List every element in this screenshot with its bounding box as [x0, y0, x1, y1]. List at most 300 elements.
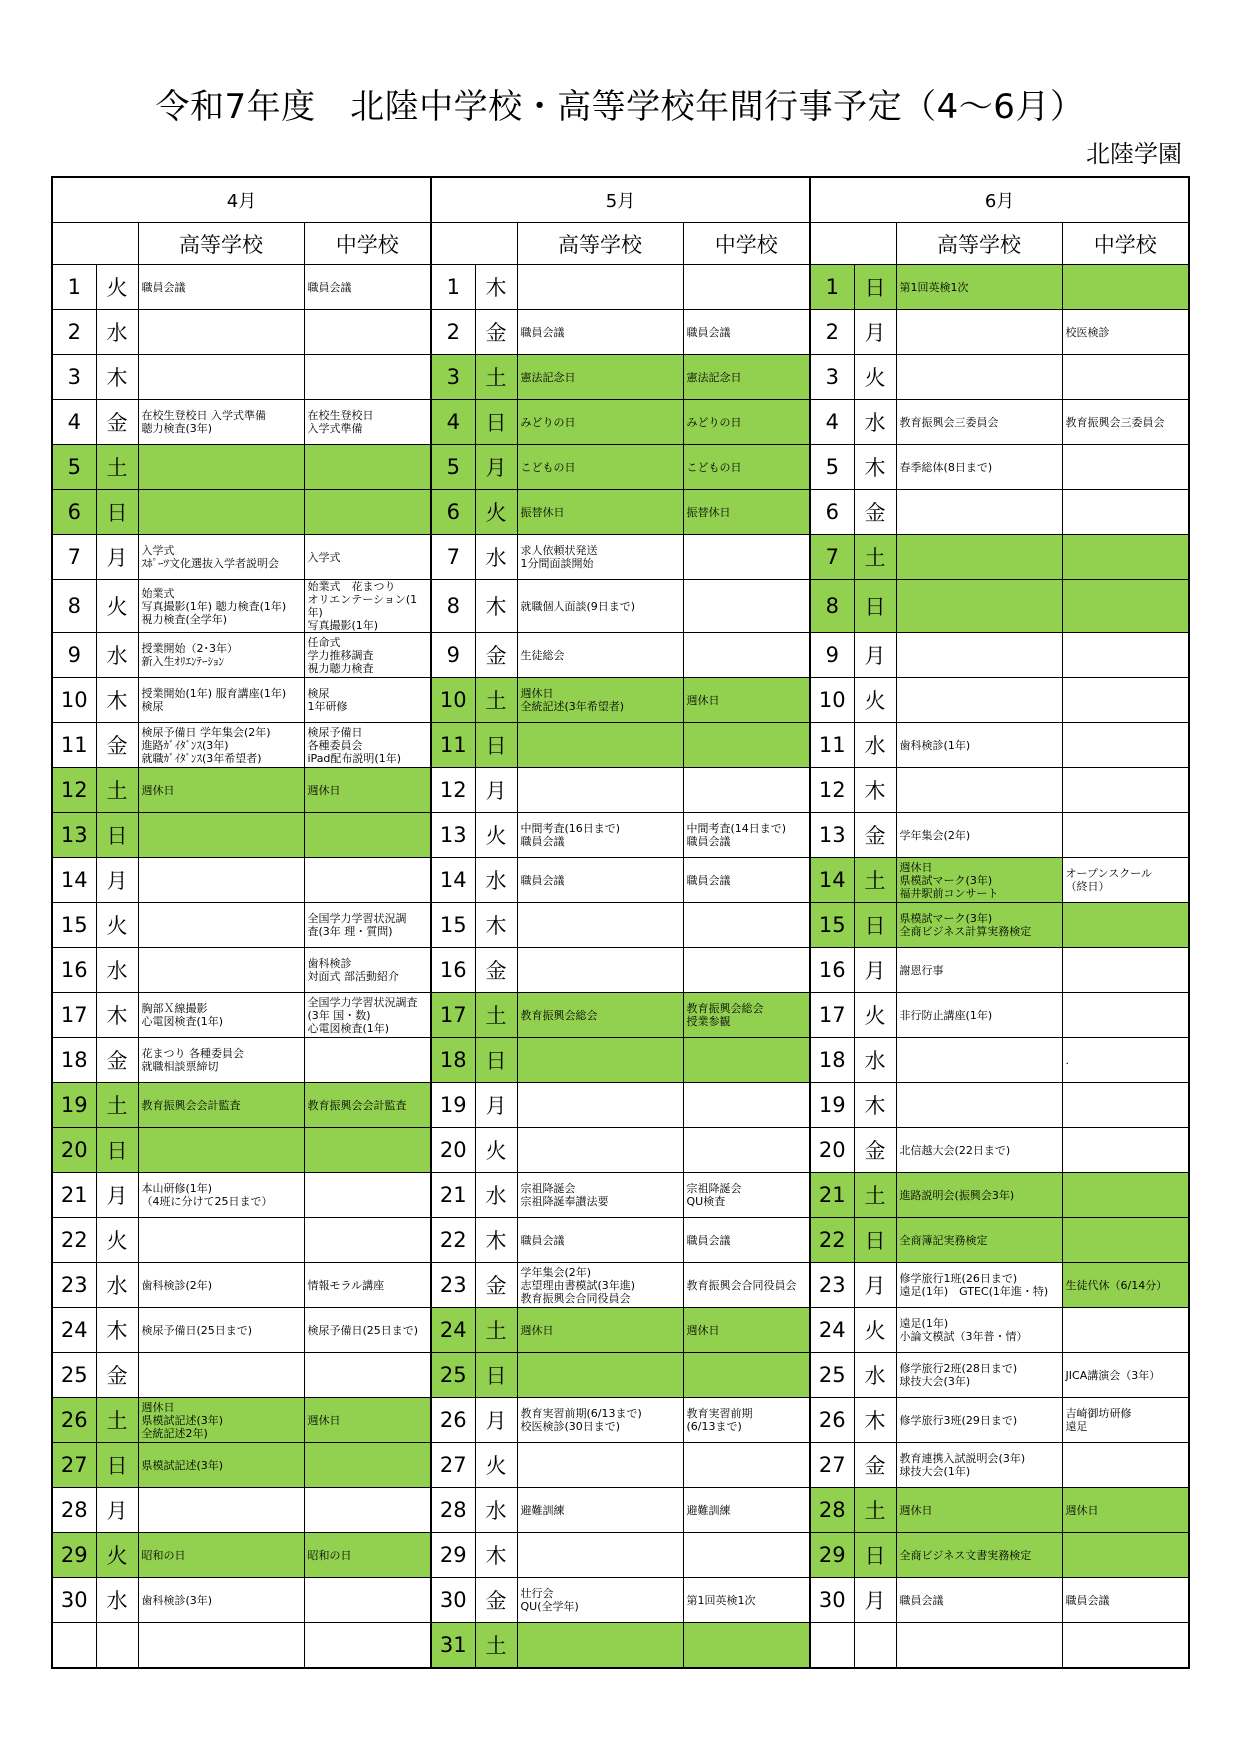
- day-number: 23: [52, 1263, 96, 1308]
- weekday: 木: [96, 1308, 138, 1353]
- junior-high-event: .: [1062, 1038, 1189, 1083]
- day-number: 25: [52, 1353, 96, 1398]
- day-number: 6: [431, 490, 475, 535]
- month-header-april: 4月: [52, 177, 431, 223]
- high-school-event: [138, 355, 304, 400]
- junior-high-event: [1062, 1218, 1189, 1263]
- day-number: 9: [431, 633, 475, 678]
- high-school-event: 中間考査(16日まで) 職員会議: [517, 813, 683, 858]
- high-school-event: [138, 1488, 304, 1533]
- calendar-row: [52, 1533, 1189, 1578]
- weekday: 水: [854, 723, 896, 768]
- empty-cell: [1062, 1623, 1189, 1669]
- high-school-event: [896, 310, 1062, 355]
- high-school-event: 週休日 県模試記述(3年) 全統記述2年): [138, 1398, 304, 1443]
- day-number: 1: [810, 265, 854, 310]
- junior-high-event: 検尿予備日(25日まで): [304, 1308, 431, 1353]
- high-school-event: [517, 1038, 683, 1083]
- high-school-event: 歯科検診(3年): [138, 1578, 304, 1623]
- high-school-event: 歯科検診(2年): [138, 1263, 304, 1308]
- day-number: 4: [810, 400, 854, 445]
- empty-cell: [810, 1623, 854, 1669]
- day-number: 25: [810, 1353, 854, 1398]
- high-school-event: 学年集会(2年) 志望理由書模試(3年進) 教育振興会合同役員会: [517, 1263, 683, 1308]
- calendar-row: [52, 1353, 1189, 1398]
- day-number: 25: [431, 1353, 475, 1398]
- weekday: 火: [475, 813, 517, 858]
- day-number: 27: [810, 1443, 854, 1488]
- weekday: 火: [96, 1218, 138, 1263]
- weekday: 金: [854, 490, 896, 535]
- high-school-event: [517, 1533, 683, 1578]
- high-school-event: 胸部Ｘ線撮影 心電図検査(1年): [138, 993, 304, 1038]
- weekday: 木: [854, 768, 896, 813]
- junior-high-event: [304, 813, 431, 858]
- high-school-event: 県模試マーク(3年) 全商ビジネス計算実務検定: [896, 903, 1062, 948]
- junior-high-event: [1062, 633, 1189, 678]
- weekday: 日: [475, 723, 517, 768]
- junior-high-event: 任命式 学力推移調査 視力聴力検査: [304, 633, 431, 678]
- junior-high-event: こどもの日: [683, 445, 810, 490]
- calendar-row: [52, 1398, 1189, 1443]
- calendar-row: [52, 1488, 1189, 1533]
- high-school-event: 生徒総会: [517, 633, 683, 678]
- junior-high-event: [1062, 490, 1189, 535]
- day-number: 21: [431, 1173, 475, 1218]
- calendar-row: [52, 1578, 1189, 1623]
- high-school-event: [138, 490, 304, 535]
- event-calendar-table: [51, 176, 1190, 1669]
- weekday: 日: [96, 490, 138, 535]
- day-number: 6: [52, 490, 96, 535]
- weekday: 日: [475, 1353, 517, 1398]
- day-number: 16: [52, 948, 96, 993]
- empty-cell: [138, 1623, 304, 1669]
- high-school-header: 高等学校: [138, 223, 304, 265]
- calendar-row: [52, 1173, 1189, 1218]
- junior-high-event: 入学式: [304, 535, 431, 580]
- calendar-row: [52, 1128, 1189, 1173]
- junior-high-event: 校医検診: [1062, 310, 1189, 355]
- weekday: 月: [96, 1488, 138, 1533]
- day-number: 16: [431, 948, 475, 993]
- weekday: 日: [854, 265, 896, 310]
- weekday: 土: [96, 768, 138, 813]
- month-header-row: [52, 177, 1189, 223]
- junior-high-event: 生徒代休（6/14分）: [1062, 1263, 1189, 1308]
- high-school-event: [517, 903, 683, 948]
- weekday: 火: [854, 1308, 896, 1353]
- junior-high-event: 週休日: [1062, 1488, 1189, 1533]
- high-school-event: [138, 858, 304, 903]
- weekday: 木: [854, 1083, 896, 1128]
- junior-high-event: [683, 633, 810, 678]
- junior-high-event: 職員会議: [304, 265, 431, 310]
- weekday: 火: [96, 580, 138, 633]
- high-school-event: 昭和の日: [138, 1533, 304, 1578]
- day-number: 24: [52, 1308, 96, 1353]
- day-number: 2: [52, 310, 96, 355]
- empty-cell: [896, 1623, 1062, 1669]
- weekday: 金: [475, 633, 517, 678]
- day-number: 15: [810, 903, 854, 948]
- high-school-event: [517, 1353, 683, 1398]
- high-school-event: 授業開始（2･3年） 新入生ｵﾘｴﾝﾃｰｼｮﾝ: [138, 633, 304, 678]
- calendar-row: [52, 1263, 1189, 1308]
- weekday: 金: [96, 723, 138, 768]
- calendar-row: [52, 1038, 1189, 1083]
- junior-high-event: [304, 1443, 431, 1488]
- day-number: 6: [810, 490, 854, 535]
- day-number: 31: [431, 1623, 475, 1669]
- junior-high-event: [304, 1173, 431, 1218]
- junior-high-event: [1062, 445, 1189, 490]
- high-school-event: [896, 355, 1062, 400]
- weekday: 金: [854, 813, 896, 858]
- junior-high-event: [1062, 535, 1189, 580]
- high-school-event: [138, 903, 304, 948]
- day-number: 26: [52, 1398, 96, 1443]
- high-school-event: [896, 768, 1062, 813]
- junior-high-event: [304, 858, 431, 903]
- day-number: 17: [431, 993, 475, 1038]
- high-school-event: 週休日: [138, 768, 304, 813]
- calendar-row: [52, 633, 1189, 678]
- weekday: 月: [475, 445, 517, 490]
- junior-high-event: [1062, 1443, 1189, 1488]
- weekday: 金: [475, 310, 517, 355]
- high-school-event: 職員会議: [517, 858, 683, 903]
- high-school-event: [896, 1083, 1062, 1128]
- weekday: 月: [854, 1263, 896, 1308]
- day-number: 1: [431, 265, 475, 310]
- high-school-event: [517, 1083, 683, 1128]
- calendar-row: [52, 400, 1189, 445]
- day-number: 5: [52, 445, 96, 490]
- weekday: 土: [475, 1308, 517, 1353]
- weekday: 水: [475, 1488, 517, 1533]
- day-number: 14: [52, 858, 96, 903]
- day-number: 20: [810, 1128, 854, 1173]
- day-number: 8: [810, 580, 854, 633]
- junior-high-event: 教育振興会合同役員会: [683, 1263, 810, 1308]
- weekday: 土: [854, 858, 896, 903]
- weekday: 金: [475, 948, 517, 993]
- weekday: 土: [475, 355, 517, 400]
- weekday: 金: [854, 1443, 896, 1488]
- high-school-event: 北信越大会(22日まで): [896, 1128, 1062, 1173]
- junior-high-event: [304, 1578, 431, 1623]
- weekday: 水: [475, 858, 517, 903]
- high-school-event: 週休日: [896, 1488, 1062, 1533]
- junior-high-event: [683, 535, 810, 580]
- high-school-event: 本山研修(1年) （4班に分けて25日まで）: [138, 1173, 304, 1218]
- day-number: 3: [52, 355, 96, 400]
- calendar-row: [52, 265, 1189, 310]
- weekday: 土: [475, 993, 517, 1038]
- high-school-event: 憲法記念日: [517, 355, 683, 400]
- day-number: 15: [52, 903, 96, 948]
- day-number: 29: [810, 1533, 854, 1578]
- empty-cell: [304, 1623, 431, 1669]
- weekday: 月: [854, 310, 896, 355]
- day-number: 23: [810, 1263, 854, 1308]
- junior-high-event: [683, 1083, 810, 1128]
- junior-high-event: [1062, 678, 1189, 723]
- high-school-header: 高等学校: [896, 223, 1062, 265]
- junior-high-event: [304, 1353, 431, 1398]
- junior-high-event: 避難訓練: [683, 1488, 810, 1533]
- junior-high-event: [683, 768, 810, 813]
- calendar-row: [52, 768, 1189, 813]
- high-school-event: 検尿予備日(25日まで): [138, 1308, 304, 1353]
- date-header-blank: [431, 223, 517, 265]
- junior-high-event: オープンスクール （終日）: [1062, 858, 1189, 903]
- date-header-blank: [810, 223, 896, 265]
- high-school-event: [138, 1353, 304, 1398]
- day-number: 15: [431, 903, 475, 948]
- day-number: 29: [52, 1533, 96, 1578]
- calendar-row: [52, 580, 1189, 633]
- day-number: 10: [52, 678, 96, 723]
- high-school-event: 県模試記述(3年): [138, 1443, 304, 1488]
- weekday: 月: [475, 768, 517, 813]
- day-number: 27: [431, 1443, 475, 1488]
- high-school-event: 職員会議: [517, 310, 683, 355]
- weekday: 木: [854, 445, 896, 490]
- high-school-event: 職員会議: [896, 1578, 1062, 1623]
- weekday: 月: [854, 1578, 896, 1623]
- calendar-row: [52, 1623, 1189, 1669]
- school-header-row: [52, 223, 1189, 265]
- high-school-event: 修学旅行1班(26日まで) 遠足(1年) GTEC(1年進・特): [896, 1263, 1062, 1308]
- calendar-row: [52, 535, 1189, 580]
- weekday: 日: [854, 903, 896, 948]
- weekday: 土: [475, 1623, 517, 1669]
- high-school-event: 教育連携入試説明会(3年) 球技大会(1年): [896, 1443, 1062, 1488]
- junior-high-event: [304, 490, 431, 535]
- weekday: 水: [96, 310, 138, 355]
- high-school-event: 遠足(1年) 小論文模試（3年普・情）: [896, 1308, 1062, 1353]
- junior-high-event: 全国学力学習状況調 査(3年 理・質問): [304, 903, 431, 948]
- high-school-event: [896, 535, 1062, 580]
- junior-high-event: 中間考査(14日まで) 職員会議: [683, 813, 810, 858]
- junior-high-event: [1062, 903, 1189, 948]
- calendar-row: [52, 1083, 1189, 1128]
- high-school-event: [138, 1218, 304, 1263]
- day-number: 14: [431, 858, 475, 903]
- junior-high-header: 中学校: [1062, 223, 1189, 265]
- weekday: 日: [854, 1218, 896, 1263]
- weekday: 金: [475, 1263, 517, 1308]
- empty-cell: [96, 1623, 138, 1669]
- day-number: 11: [52, 723, 96, 768]
- day-number: 18: [52, 1038, 96, 1083]
- junior-high-event: [1062, 948, 1189, 993]
- weekday: 木: [475, 1218, 517, 1263]
- day-number: 3: [431, 355, 475, 400]
- weekday: 月: [96, 1173, 138, 1218]
- month-header-may: 5月: [431, 177, 810, 223]
- high-school-event: [138, 948, 304, 993]
- junior-high-event: 職員会議: [683, 858, 810, 903]
- day-number: 26: [810, 1398, 854, 1443]
- day-number: 9: [810, 633, 854, 678]
- weekday: 月: [475, 1398, 517, 1443]
- weekday: 木: [96, 993, 138, 1038]
- junior-high-event: [1062, 1128, 1189, 1173]
- junior-high-event: 始業式 花まつり オリエンテーション(1年) 写真撮影(1年): [304, 580, 431, 633]
- weekday: 日: [854, 580, 896, 633]
- weekday: 木: [475, 580, 517, 633]
- junior-high-event: 宗祖降誕会 QU検査: [683, 1173, 810, 1218]
- day-number: 24: [431, 1308, 475, 1353]
- weekday: 金: [475, 1578, 517, 1623]
- high-school-event: 振替休日: [517, 490, 683, 535]
- high-school-event: 第1回英検1次: [896, 265, 1062, 310]
- day-number: 13: [52, 813, 96, 858]
- empty-cell: [854, 1623, 896, 1669]
- day-number: 17: [810, 993, 854, 1038]
- calendar-row: [52, 1443, 1189, 1488]
- day-number: 22: [810, 1218, 854, 1263]
- junior-high-event: [304, 445, 431, 490]
- day-number: 2: [431, 310, 475, 355]
- high-school-event: [138, 310, 304, 355]
- weekday: 水: [96, 948, 138, 993]
- junior-high-event: 週休日: [683, 678, 810, 723]
- page-title: 令和7年度 北陸中学校・高等学校年間行事予定（4～6月）: [155, 87, 1085, 127]
- weekday: 月: [96, 858, 138, 903]
- day-number: 4: [431, 400, 475, 445]
- calendar-row: [52, 993, 1189, 1038]
- day-number: 7: [52, 535, 96, 580]
- junior-high-event: 吉崎御坊研修 遠足: [1062, 1398, 1189, 1443]
- junior-high-event: [1062, 993, 1189, 1038]
- day-number: 2: [810, 310, 854, 355]
- junior-high-event: [683, 1443, 810, 1488]
- high-school-event: 検尿予備日 学年集会(2年) 進路ｶﾞｲﾀﾞﾝｽ(3年) 就職ｶﾞｲﾀﾞﾝｽ(3年希望者): [138, 723, 304, 768]
- weekday: 金: [96, 1353, 138, 1398]
- day-number: 7: [431, 535, 475, 580]
- junior-high-event: [683, 265, 810, 310]
- high-school-event: [517, 1128, 683, 1173]
- weekday: 土: [854, 1173, 896, 1218]
- high-school-event: [896, 580, 1062, 633]
- weekday: 金: [96, 400, 138, 445]
- high-school-event: [517, 1623, 683, 1669]
- high-school-event: [517, 723, 683, 768]
- weekday: 木: [475, 903, 517, 948]
- weekday: 日: [96, 1443, 138, 1488]
- high-school-event: こどもの日: [517, 445, 683, 490]
- day-number: 13: [431, 813, 475, 858]
- junior-high-event: [1062, 1533, 1189, 1578]
- weekday: 月: [96, 535, 138, 580]
- day-number: 10: [810, 678, 854, 723]
- day-number: 16: [810, 948, 854, 993]
- high-school-event: 歯科検診(1年): [896, 723, 1062, 768]
- high-school-event: 非行防止講座(1年): [896, 993, 1062, 1038]
- weekday: 土: [475, 678, 517, 723]
- junior-high-event: [304, 1218, 431, 1263]
- weekday: 木: [854, 1398, 896, 1443]
- day-number: 8: [52, 580, 96, 633]
- junior-high-event: 教育実習前期 (6/13まで): [683, 1398, 810, 1443]
- high-school-event: 就職個人面談(9日まで): [517, 580, 683, 633]
- day-number: 19: [810, 1083, 854, 1128]
- day-number: 23: [431, 1263, 475, 1308]
- junior-high-event: [304, 1128, 431, 1173]
- high-school-event: 避難訓練: [517, 1488, 683, 1533]
- weekday: 水: [854, 400, 896, 445]
- day-number: 30: [810, 1578, 854, 1623]
- weekday: 土: [854, 535, 896, 580]
- junior-high-event: [683, 723, 810, 768]
- calendar-row: [52, 355, 1189, 400]
- junior-high-event: [683, 903, 810, 948]
- weekday: 日: [475, 1038, 517, 1083]
- weekday: 火: [854, 355, 896, 400]
- calendar-row: [52, 310, 1189, 355]
- junior-high-event: [1062, 580, 1189, 633]
- weekday: 火: [96, 1533, 138, 1578]
- day-number: 3: [810, 355, 854, 400]
- weekday: 火: [475, 1128, 517, 1173]
- weekday: 日: [475, 400, 517, 445]
- junior-high-event: [1062, 723, 1189, 768]
- high-school-event: [138, 445, 304, 490]
- high-school-event: 宗祖降誕会 宗祖降誕奉讃法要: [517, 1173, 683, 1218]
- junior-high-event: [1062, 1083, 1189, 1128]
- high-school-event: 謝恩行事: [896, 948, 1062, 993]
- high-school-event: 週休日: [517, 1308, 683, 1353]
- junior-high-event: 昭和の日: [304, 1533, 431, 1578]
- high-school-header: 高等学校: [517, 223, 683, 265]
- junior-high-event: [1062, 768, 1189, 813]
- calendar-row: [52, 948, 1189, 993]
- junior-high-event: [683, 1038, 810, 1083]
- high-school-event: 入学式 ｽﾎﾟｰﾂ文化選抜入学者説明会: [138, 535, 304, 580]
- day-number: 11: [431, 723, 475, 768]
- high-school-event: 教育振興会会計監査: [138, 1083, 304, 1128]
- junior-high-event: [1062, 1308, 1189, 1353]
- day-number: 13: [810, 813, 854, 858]
- calendar-row: [52, 813, 1189, 858]
- junior-high-event: 全国学力学習状況調査 (3年 国・数) 心電図検査(1年): [304, 993, 431, 1038]
- high-school-event: [517, 265, 683, 310]
- day-number: 30: [431, 1578, 475, 1623]
- junior-high-event: みどりの日: [683, 400, 810, 445]
- calendar-row: [52, 903, 1189, 948]
- junior-high-event: [683, 1533, 810, 1578]
- junior-high-event: [683, 1623, 810, 1669]
- junior-high-header: 中学校: [304, 223, 431, 265]
- high-school-event: 週休日 全統記述(3年希望者): [517, 678, 683, 723]
- high-school-event: 職員会議: [517, 1218, 683, 1263]
- calendar-body: [52, 265, 1189, 1669]
- weekday: 水: [96, 1578, 138, 1623]
- junior-high-event: 週休日: [304, 1398, 431, 1443]
- calendar-row: [52, 723, 1189, 768]
- junior-high-event: JICA講演会（3年）: [1062, 1353, 1189, 1398]
- day-number: 9: [52, 633, 96, 678]
- day-number: 20: [52, 1128, 96, 1173]
- day-number: 17: [52, 993, 96, 1038]
- weekday: 火: [854, 678, 896, 723]
- junior-high-event: 検尿 1年研修: [304, 678, 431, 723]
- calendar-row: [52, 678, 1189, 723]
